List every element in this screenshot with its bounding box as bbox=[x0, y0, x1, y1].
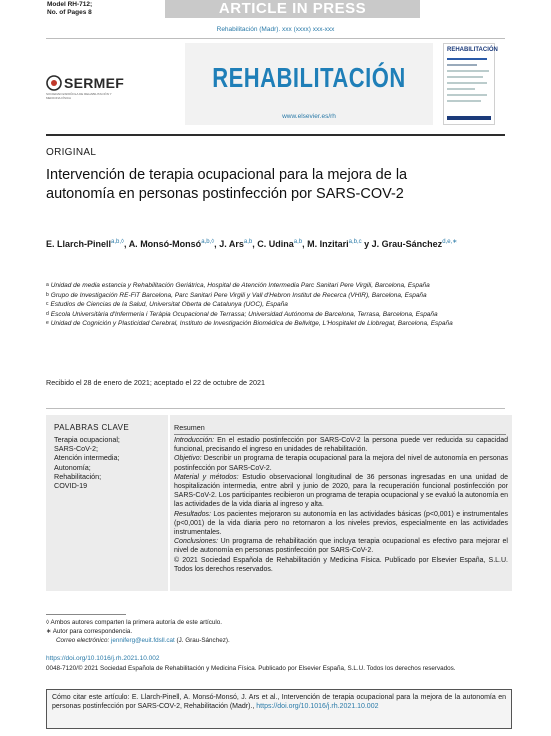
footnote-text: Ambos autores comparten la primera autoría de este artículo. bbox=[50, 619, 223, 626]
affiliation-text: Escola Universitària d'Infermeria i Teràpia Ocupacional de Terrassa; Universidad Autónoma de Barcelona, Terrasa, Barcelona, España bbox=[50, 310, 438, 318]
author-affiliation-marks: d,e,∗ bbox=[442, 239, 458, 245]
affiliation-text: Grupo de Investigación RE-FiT Barcelona, Parc Sanitari Pere Virgili y Vall d'Hebron Institut de Recerca (VHIR), Barcelona, España bbox=[50, 291, 427, 299]
affiliation-text: Unidad de media estancia y Rehabilitación Geriátrica, Hospital de Atención Intermedia Parc Sanitari Pere Virgili, Barcelona, España bbox=[50, 282, 430, 289]
abstract-paragraph-text: Estudio observacional longitudinal de 36 personas ingresadas en una unidad de hospitalización intermedia, entre abril y junio de 2020, para la recuperación funcional postinfección por SARS-CoV-2. Los participantes recibieron un programa de terapia ocupacional y se evaluó la autonomía en las actividades de la vida diaria al ingreso y alta. bbox=[174, 473, 508, 509]
affiliations bbox=[46, 281, 516, 329]
author-name: J. Ars bbox=[219, 239, 244, 249]
author-name: C. Udina bbox=[257, 239, 294, 249]
abstract-divider bbox=[46, 408, 505, 409]
abstract-rule bbox=[174, 434, 506, 435]
author-name: E. Llarch-Pinell bbox=[46, 239, 112, 249]
footnote-shared-authorship bbox=[46, 618, 516, 627]
journal-url-link[interactable]: www.elsevier.es/rh bbox=[282, 113, 336, 120]
affiliation-text: Unidad de Cognición y Plasticidad Cerebral, Instituto de Investigación Biomédica de Bellvitge, L'Hospitalet de Llobregat, Barcelona, España bbox=[50, 320, 453, 328]
footnote-corresponding-author bbox=[46, 627, 516, 636]
affiliation-item bbox=[46, 300, 516, 310]
abstract-paragraph-text: © 2021 Sociedad Española de Rehabilitación y Medicina Física. Publicado por Elsevier España, S.L.U. Todos los derechos reservados. bbox=[174, 556, 508, 573]
keyword-item: Autonomía; bbox=[54, 462, 91, 472]
journal-title: REHABILITACIÓN bbox=[212, 61, 406, 93]
author bbox=[46, 239, 129, 249]
author-separator: , bbox=[302, 239, 308, 249]
model-info bbox=[47, 1, 92, 17]
email-owner: (J. Grau-Sánchez). bbox=[176, 637, 230, 644]
abstract-paragraph bbox=[174, 537, 508, 555]
author-name: y J. Grau-Sánchez bbox=[364, 239, 443, 249]
doi-link[interactable]: https://doi.org/10.1016/j.rh.2021.10.002 bbox=[46, 655, 160, 662]
abstract-paragraph bbox=[174, 556, 508, 574]
cover-line bbox=[447, 88, 475, 90]
keyword-item: Terapia ocupacional; bbox=[54, 435, 120, 444]
abstract-paragraph bbox=[174, 473, 508, 510]
publisher-subtitle: SOCIEDAD ESPAÑOLA DE REHABILITACIÓN Y MEDICINA FÍSICA bbox=[46, 92, 112, 100]
citation-box bbox=[46, 689, 512, 729]
abstract-box bbox=[170, 415, 512, 591]
journal-reference-link[interactable]: Rehabilitación (Madr). xxx (xxxx) xxx-xxx bbox=[216, 26, 335, 33]
cover-line bbox=[447, 58, 487, 60]
journal-cover-thumbnail bbox=[443, 43, 498, 125]
affiliation-mark: c bbox=[46, 301, 49, 308]
cover-line bbox=[447, 100, 481, 102]
section-label: ORIGINAL bbox=[46, 147, 97, 158]
author-separator: , bbox=[214, 239, 220, 249]
article-title: Intervención de terapia ocupacional para la mejora de la autonomía en personas postinfección por SARS-COV-2 bbox=[46, 167, 408, 202]
affiliation-item bbox=[46, 281, 516, 291]
cover-title: REHABILITACIÓN bbox=[447, 47, 498, 53]
keyword-item: COVID-19 bbox=[54, 481, 88, 491]
author-affiliation-marks: a,b,◊ bbox=[201, 239, 215, 245]
abstract-paragraph bbox=[174, 454, 508, 472]
page-count: No. of Pages 8 bbox=[47, 9, 92, 16]
article-in-press-banner: ARTICLE IN PRESS bbox=[165, 0, 420, 18]
cover-line bbox=[447, 64, 477, 66]
author-name: A. Monsó-Monsó bbox=[128, 239, 202, 249]
sermef-emblem-icon bbox=[46, 75, 62, 91]
author-separator: , bbox=[252, 239, 258, 249]
top-bar bbox=[0, 0, 551, 20]
affiliation-mark: d bbox=[46, 310, 49, 317]
citation-text: Cómo citar este artículo: E. Llarch-Pinell, A. Monsó-Monsó, J. Ars et al., Intervención de terapia ocupacional para la mejora de la autonomía en personas postinfección por SARS-COV-2, Rehabilitación (Madr)., bbox=[52, 694, 506, 711]
email-link[interactable]: jenniferg@euit.fdsll.cat bbox=[110, 637, 175, 644]
author-affiliation-marks: a,b,◊ bbox=[111, 239, 125, 245]
author-affiliation-marks: a,b bbox=[293, 239, 303, 245]
footnote-text: Autor para correspondencia. bbox=[52, 628, 133, 635]
cover-line bbox=[447, 82, 487, 84]
abstract-paragraph-text: En el estadio postinfección por SARS-CoV-2 la persona puede ver reducida su capacidad funcional, precisando el ingreso en unidades de rehabilitación. bbox=[174, 437, 508, 454]
keyword-item: SARS-CoV-2; bbox=[54, 444, 98, 454]
abstract-paragraph-label: Conclusiones: bbox=[174, 538, 218, 546]
author-list bbox=[46, 236, 516, 251]
cover-line bbox=[447, 70, 489, 72]
top-divider bbox=[46, 38, 505, 39]
footnote-mark: ◊ bbox=[46, 619, 50, 626]
abstract-paragraph bbox=[174, 436, 508, 454]
abstract-paragraph-label: Introducción: bbox=[174, 437, 215, 444]
citation-doi-link[interactable]: https://doi.org/10.1016/j.rh.2021.10.002 bbox=[256, 703, 379, 711]
keywords-list bbox=[54, 435, 120, 490]
keywords-box bbox=[46, 415, 168, 591]
footnote-rule bbox=[46, 614, 126, 615]
author bbox=[219, 239, 257, 249]
author-affiliation-marks: a,b bbox=[243, 239, 253, 245]
author-affiliation-marks: a,b,c bbox=[348, 239, 362, 245]
cover-footer-bar bbox=[447, 116, 491, 120]
email-label: Correo electrónico: bbox=[56, 637, 110, 644]
keyword-item: Atención intermedia; bbox=[54, 453, 120, 463]
author bbox=[307, 239, 364, 249]
journal-banner bbox=[185, 43, 433, 125]
sermef-logo bbox=[46, 73, 126, 99]
abstract-paragraph-label: Resultados: bbox=[174, 510, 211, 518]
footnote-mark: ∗ bbox=[46, 628, 52, 635]
keywords-heading: PALABRAS CLAVE bbox=[54, 423, 130, 432]
abstract-paragraph bbox=[174, 510, 508, 538]
abstract-paragraph-label: Objetivo: bbox=[174, 455, 202, 463]
abstract-paragraph-label: Material y métodos: bbox=[174, 473, 239, 481]
issn-copyright: 0048-7120/© 2021 Sociedad Española de Rehabilitación y Medicina Física. Publicado por Elsevier España, S.L.U. Todos los derechos reservados. bbox=[46, 665, 456, 672]
author bbox=[257, 239, 307, 249]
affiliation-mark: a bbox=[46, 282, 49, 288]
author-name: M. Inzitari bbox=[307, 239, 349, 249]
abstract-paragraph-text: Describir un programa de terapia ocupacional para la mejora del nivel de autonomía en personas postinfección por SARS-CoV-2. bbox=[174, 455, 508, 472]
received-dates: Recibido el 28 de enero de 2021; aceptado el 22 de octubre de 2021 bbox=[46, 378, 265, 387]
publisher-name: SERMEF bbox=[64, 75, 125, 91]
footnotes bbox=[46, 618, 516, 645]
affiliation-text: Estudios de Ciencias de la Salud, Universitat Oberta de Catalunya (UOC), España bbox=[50, 301, 288, 309]
model-id: Model RH-712; bbox=[47, 1, 93, 8]
cover-line bbox=[447, 76, 483, 78]
abstract-heading: Resumen bbox=[174, 423, 205, 432]
affiliation-item bbox=[46, 310, 516, 320]
affiliation-item bbox=[46, 319, 516, 329]
author bbox=[129, 239, 220, 249]
footnote-email bbox=[46, 636, 516, 645]
cover-line bbox=[447, 94, 487, 96]
header-divider bbox=[46, 134, 505, 136]
affiliation-mark: b bbox=[46, 291, 49, 298]
affiliation-mark: e bbox=[46, 320, 49, 327]
abstract-paragraph-text: Los pacientes mejoraron su autonomía en las actividades básicas (p<0,001) e instrumentales (p<0,001) de la vida diaria pero no retornaron a los niveles previos, especialmente en las actividades instrumentales. bbox=[174, 510, 508, 537]
affiliation-item bbox=[46, 291, 516, 301]
author-separator: , bbox=[124, 239, 129, 249]
abstract-body bbox=[174, 436, 508, 574]
keyword-item: Rehabilitación; bbox=[54, 471, 102, 481]
abstract-paragraph-text: Un programa de rehabilitación que incluya terapia ocupacional es efectivo para mejorar el nivel de autonomía en personas postinfección por SARS-CoV-2. bbox=[174, 538, 508, 555]
author bbox=[364, 239, 457, 249]
